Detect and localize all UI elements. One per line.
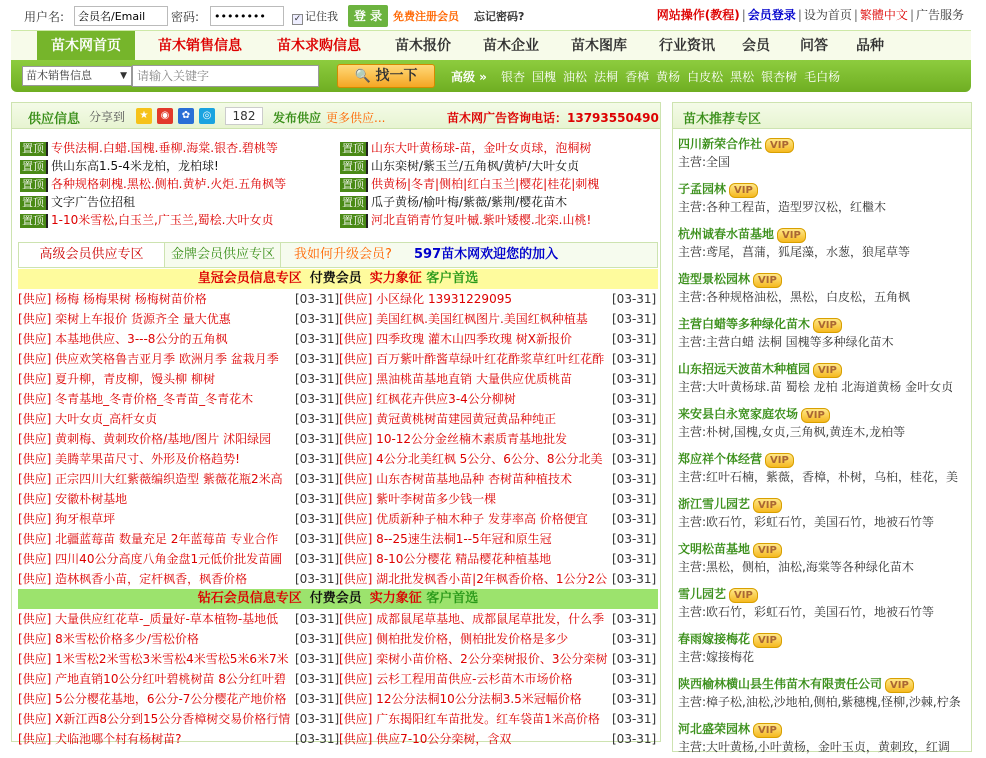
supply-link[interactable]: [供应] 栾树小苗价格、2公分栾树报价、3公分栾树 [339,652,608,666]
nav-purchase-info[interactable]: 苗木求购信息 [277,38,361,54]
supply-date: [03-31] [612,452,656,466]
member-login-link[interactable]: 会员登录 [747,8,796,22]
recommend-main-business: 主营:主营白蜡 法桐 国槐等多种绿化苗木 [678,335,894,349]
supply-date: [03-31] [612,472,656,486]
recommend-item [678,450,968,486]
top-tag: 置顶 [340,160,368,174]
more-supply-link[interactable]: 更多供应... [326,111,386,125]
table-row [18,429,658,449]
vip-badge: VIP [753,543,782,558]
supply-date: [03-31] [295,652,339,666]
top-listing-text: 各种规格刺槐.黑松.侧柏.黄栌.火炬.五角枫等 [51,177,287,191]
recommend-item [678,585,968,621]
category-select-value: 苗木销售信息 [26,69,92,82]
supply-date: [03-31] [612,432,656,446]
supply-link[interactable]: [供应] 狗牙根草坪 [18,512,116,526]
login-button[interactable]: 登 录 [348,5,388,27]
table-row [18,729,658,749]
hot-keyword[interactable]: 香樟 [625,70,650,84]
recommend-name-row [678,135,968,153]
nav-news[interactable]: 行业资讯 [659,38,715,54]
vip-badge: VIP [813,318,842,333]
top-tag: 置顶 [20,142,48,156]
supply-link[interactable]: [供应] 造林枫香小苗，定杆枫香，枫香价格 [18,572,248,586]
ad-service-link[interactable]: 广告服务 [915,8,964,22]
supply-date: [03-31] [295,512,339,526]
top-links: 网站操作(教程) | 会员登录 | 设为首页 | 繁體中文 | 广告服务 [656,8,964,22]
vip-badge: VIP [753,723,782,738]
recommend-company-link[interactable]: 浙江雪儿园艺 [678,497,751,511]
recommend-name-row [678,540,968,558]
recommend-main-business: 主营:嫁接梅花 [678,650,755,664]
supply-link[interactable]: [供应] 杨梅 杨梅果树 杨梅树苗价格 [18,292,207,306]
search-icon: 🔍 [354,69,371,84]
share-count: 182 [225,107,263,125]
table-row [18,389,658,409]
nav-gallery[interactable]: 苗木图库 [571,38,627,54]
recommend-item [678,225,968,261]
supply-date: [03-31] [612,652,656,666]
top-listing[interactable] [20,175,335,193]
supply-link[interactable]: [供应] 供应7-10公分栾树，含双 [339,732,512,746]
recommend-name-row [678,495,968,513]
supply-date: [03-31] [612,612,656,626]
supply-link[interactable]: [供应] 黑油桃苗基地直销 大量供应优质桃苗 [339,372,572,386]
remember-label: 记住我 [305,10,338,23]
top-tag: 置顶 [340,196,368,210]
supply-date: [03-31] [612,512,656,526]
recommend-item [678,180,968,216]
recommend-company-link[interactable]: 河北盛荣园林 [678,722,751,736]
table-row [18,629,658,649]
supply-link[interactable]: [供应] 8-10公分樱花 精品樱花种植基地 [339,552,552,566]
recommend-company-link[interactable]: 造型景松园林 [678,272,751,286]
top-listing[interactable] [340,193,655,211]
recommend-main-business: 主营:鸢尾，菖蒲，狐尾藻，水葱，狼尾草等 [678,245,911,259]
diamond-first: 客户首选 [426,591,479,606]
recommend-main-business: 主营:黑松，侧柏，油松,海棠等各种绿化苗木 [678,560,914,574]
recommend-name-row [678,360,968,378]
supply-date: [03-31] [295,552,339,566]
supply-date: [03-31] [612,712,656,726]
top-tag: 置顶 [20,178,48,192]
tab-gold-member[interactable]: 金牌会员供应专区 [166,243,281,267]
supply-date: [03-31] [295,572,339,586]
top-listing-text: 供山东高1.5-4米龙柏，龙柏球! [51,159,219,173]
recommend-main-business: 主营:各种规格油松，黑松，白皮松，五角枫 [678,290,911,304]
supply-link[interactable]: [供应] 紫叶李树苗多少钱一棵 [339,492,497,506]
tab-senior-member[interactable]: 高级会员供应专区 [19,243,165,267]
qq-icon[interactable]: ◎ [199,108,215,124]
supply-date: [03-31] [295,472,339,486]
supply-link[interactable]: [供应] 成都鼠尾草基地、成都鼠尾草批发，什么季 [339,612,605,626]
top-listing-text: 山东大叶黄杨球-苗，金叶女贞球，泡桐树 [371,141,592,155]
top-bar [0,0,986,30]
vip-badge: VIP [777,228,806,243]
supply-link[interactable]: [供应] 栾树上车报价 货源齐全 量大优惠 [18,312,231,326]
supply-date: [03-31] [295,492,339,506]
weibo-icon[interactable]: ◉ [157,108,173,124]
hot-keyword[interactable]: 黄杨 [656,70,681,84]
supply-title: 供应信息 [28,112,81,127]
supply-date: [03-31] [295,412,339,426]
recommend-name-row [678,450,968,468]
top-listing-text: 1-10米雪松,白玉兰,广玉兰,蜀桧.大叶女贞 [51,213,274,227]
supply-link[interactable]: [供应] 8--25速生法桐1--5年冠和原生冠 [339,532,552,546]
recommend-name-row [678,630,968,648]
recommend-main-business: 主营:樟子松,油松,沙地柏,侧柏,紫穗槐,怪柳,沙棘,柠条 [678,695,961,709]
top-listing[interactable] [340,139,655,157]
recommend-name-row [678,720,968,738]
recommend-item [678,630,968,666]
nav-variety[interactable]: 品种 [856,38,884,54]
free-register-link[interactable]: 免费注册会员 [393,10,459,23]
recommend-name-row [678,405,968,423]
recommend-item [678,360,968,396]
table-row [18,409,658,429]
recommend-name-row [678,225,968,243]
vip-badge: VIP [801,408,830,423]
supply-date: [03-31] [295,632,339,646]
crown-title: 皇冠会员信息专区 [197,271,302,286]
recommend-company-link[interactable]: 主营白蜡等多种绿化苗木 [678,317,811,331]
top-listing[interactable] [20,139,335,157]
recommend-item [678,270,968,306]
supply-link[interactable]: [供应] 红枫花卉供应3-4公分柳树 [339,392,516,406]
recommend-company-link[interactable]: 四川新荣合作社 [678,137,763,151]
supply-link[interactable]: [供应] 广东揭阳红车苗批发。红车袋苗1米高价格 [339,712,600,726]
supply-date: [03-31] [612,692,656,706]
table-row [18,289,658,309]
username-label: 用户名: [24,10,65,24]
vip-badge: VIP [765,453,794,468]
table-row [18,489,658,509]
supply-link[interactable]: [供应] 犬临池哪个村有杨树苗? [18,732,182,746]
hot-keyword[interactable]: 银杏树 [761,70,798,84]
supply-date: [03-31] [295,612,339,626]
password-input[interactable] [210,6,284,26]
share-label: 分享到 [89,110,126,124]
recommend-item [678,135,968,171]
hot-keyword[interactable]: 油松 [563,70,588,84]
supply-header [12,103,660,129]
supply-date: [03-31] [612,332,656,346]
supply-date: [03-31] [295,352,339,366]
top-listing[interactable] [20,157,335,175]
vip-badge: VIP [765,138,794,153]
baidu-icon[interactable]: ✿ [178,108,194,124]
table-row [18,689,658,709]
upgrade-link[interactable]: 我如何升级会员? [294,247,392,262]
vip-badge: VIP [729,183,758,198]
top-tag: 置顶 [340,178,368,192]
nav-home[interactable]: 苗木网首页 [37,31,135,61]
supply-link[interactable]: [供应] 8米雪松价格多少/雪松价格 [18,632,199,646]
table-row [18,329,658,349]
supply-date: [03-31] [295,332,339,346]
recommend-company-link[interactable]: 杭州诚春水苗基地 [678,227,775,241]
diamond-banner [18,589,658,609]
remember-checkbox[interactable] [292,8,338,25]
main-nav [11,30,971,60]
ad-phone: 苗木网广告咨询电话：13793550490 [447,111,659,125]
table-row [18,649,658,669]
diamond-paid: 付费会员 [309,591,362,606]
supply-link[interactable]: [供应] 正宗四川大红紫薇编织造型 紫薇花瓶2米高 [18,472,283,486]
recommend-main-business: 主营:红叶石楠，紫薇，香樟，朴树，乌桕，桂花，美 [678,470,959,484]
forgot-password-link[interactable]: 忘记密码? [474,10,525,23]
supply-link[interactable]: [供应] 大量供应红花草-_质量好-草本植物-基地低 [18,612,279,626]
table-row [18,529,658,549]
nav-member[interactable]: 会员 [742,38,770,54]
recommend-company-link[interactable]: 春雨嫁接梅花 [678,632,751,646]
recommend-company-link[interactable]: 郑应祥个体经营 [678,452,763,466]
chevron-down-icon: ▼ [120,71,127,81]
supply-link[interactable]: [供应] 5公分樱花基地，6公分-7公分樱花产地价格 [18,692,287,706]
supply-link[interactable]: [供应] 湖北批发枫香小苗|2年枫香价格、1公分2公 [339,572,608,586]
hot-keyword[interactable]: 银杏 [501,70,526,84]
publish-supply-link[interactable]: 发布供应 [273,111,322,125]
supply-link[interactable]: [供应] 黄刺梅、黄刺玫价格/基地/图片 沭阳绿园 [18,432,272,446]
vip-badge: VIP [753,633,782,648]
supply-date: [03-31] [612,392,656,406]
recommend-main-business: 主营:朴树,国槐,女贞,三角枫,黄连木,龙柏等 [678,425,906,439]
recommend-item [678,540,968,576]
top-tag: 置顶 [340,214,368,228]
supply-link[interactable]: [供应] 四季玫瑰 灌木山四季玫瑰 树X新报价 [339,332,573,346]
supply-link[interactable]: [供应] 四川40公分高度八角金盘1元低价批发苗圃 [18,552,283,566]
recommend-company-link[interactable]: 陕西榆林横山县生伟苗木有限责任公司 [678,677,883,691]
table-row [18,469,658,489]
hot-keyword[interactable]: 国槐 [532,70,557,84]
password-label: 密码: [171,10,200,24]
table-row [18,509,658,529]
supply-date: [03-31] [295,692,339,706]
top-listing-text: 专供法桐.白蜡.国槐.垂柳.海棠.银杏.碧桃等 [51,141,278,155]
table-row [18,609,658,629]
supply-date: [03-31] [612,632,656,646]
supply-date: [03-31] [612,672,656,686]
recommend-main-business: 主营:欧石竹，彩虹石竹，美国石竹，地被石竹等 [678,515,935,529]
supply-link[interactable]: [供应] 10-12公分金丝楠木素质青基地批发 [339,432,568,446]
username-input[interactable] [74,6,168,26]
supply-date: [03-31] [612,312,656,326]
table-row [18,349,658,369]
recommend-item [678,405,968,441]
supply-date: [03-31] [612,412,656,426]
hot-keywords [501,68,847,85]
supply-link[interactable]: [供应] X新江西8公分到15公分香樟树交易价格行情 [18,712,291,726]
supply-link[interactable]: [供应] 供应欢笑格鲁吉亚月季 欧洲月季 盆栽月季 [18,352,279,366]
top-listing[interactable] [340,157,655,175]
recommend-name-row [678,315,968,333]
table-row [18,309,658,329]
recommend-main-business: 主营:各种工程苗，造型罗汉松，红檵木 [678,200,887,214]
supply-link[interactable]: [供应] 冬青基地_冬青价格_冬青苗_冬青花木 [18,392,254,406]
set-homepage-link[interactable]: 设为首页 [803,8,852,22]
nav-qa[interactable]: 问答 [800,38,828,54]
recommend-main-business: 主营:大叶黄杨球.苗 蜀桧 龙柏 北海道黄杨 金叶女贞 [678,380,954,394]
search-button-label: 找一下 [375,68,418,84]
supply-date: [03-31] [295,672,339,686]
supply-link[interactable]: [供应] 小区绿化 13931229095 [339,292,512,306]
diamond-cert: 实力象征 [369,591,422,606]
supply-date: [03-31] [295,392,339,406]
supply-date: [03-31] [612,492,656,506]
recommend-item [678,720,968,756]
supply-date: [03-31] [295,452,339,466]
recommend-item [678,495,968,531]
recommend-main-business: 主营:全国 [678,155,731,169]
supply-link[interactable]: [供应] 美腾苹果苗尺寸、外形及价格趋势! [18,452,240,466]
supply-link[interactable]: [供应] 侧柏批发价格，侧柏批发价格是多少 [339,632,569,646]
supply-link[interactable]: [供应] 本基地供应、3---8公分的五角枫 [18,332,228,346]
top-listing[interactable] [340,211,655,229]
hot-keyword[interactable]: 白皮松 [687,70,724,84]
advanced-search-link[interactable]: 高级 » [451,70,487,84]
supply-date: [03-31] [295,732,339,746]
vip-badge: VIP [729,588,758,603]
recommend-title: 苗木推荐专区 [683,112,762,127]
recommend-item [678,315,968,351]
top-listing-text: 供黄杨|冬青|侧柏|红白玉兰|樱花|桂花|刺槐 [371,177,600,191]
nav-enterprise[interactable]: 苗木企业 [483,38,539,54]
recommend-company-link[interactable]: 子孟园林 [678,182,727,196]
supply-date: [03-31] [612,372,656,386]
welcome-text: 597苗木网欢迎您的加入 [414,247,559,262]
hot-keyword[interactable]: 黑松 [730,70,755,84]
recommend-name-row [678,180,968,198]
supply-date: [03-31] [612,292,656,306]
recommend-company-link[interactable]: 文明松苗基地 [678,542,751,556]
supply-link[interactable]: [供应] 山东杏树苗基地品种 杏树苗种植技术 [339,472,572,486]
vip-badge: VIP [885,678,914,693]
table-row [18,549,658,569]
nav-quote[interactable]: 苗木报价 [395,38,451,54]
recommend-name-row [678,585,968,603]
vip-badge: VIP [753,498,782,513]
supply-date: [03-31] [295,372,339,386]
supply-link[interactable]: [供应] 产地直销10公分红叶碧桃树苗 8公分红叶碧 [18,672,286,686]
recommend-main-business: 主营:欧石竹，彩虹石竹，美国石竹，地被石竹等 [678,605,935,619]
recommend-name-row [678,270,968,288]
top-listing[interactable] [20,211,335,229]
supply-date: [03-31] [295,532,339,546]
hot-keyword[interactable]: 毛白杨 [804,70,841,84]
top-listing-text: 文字广告位招租 [51,195,136,209]
top-listing[interactable] [20,193,335,211]
diamond-title: 钻石会员信息专区 [197,591,302,606]
tutorial-link[interactable]: 网站操作(教程) [656,8,740,22]
supply-link[interactable]: [供应] 安徽朴树基地 [18,492,128,506]
supply-date: [03-31] [612,572,656,586]
supply-link[interactable]: [供应] 夏升柳，青皮柳，馒头柳 柳树 [18,372,215,386]
supply-date: [03-31] [612,352,656,366]
recommend-header [673,103,971,129]
supply-link[interactable]: [供应] 优质新种子柚木种子 发芽率高 价格便宜 [339,512,588,526]
supply-date: [03-31] [295,432,339,446]
checkbox-icon: ✓ [293,14,302,24]
supply-link[interactable]: [供应] 1米雪松2米雪松3米雪松4米雪松5米6米7米 [18,652,289,666]
top-tag: 置顶 [20,196,48,210]
supply-link[interactable]: [供应] 黄冠黄桃树苗建园黄冠黄品种纯正 [339,412,557,426]
nav-sale-info[interactable]: 苗木销售信息 [158,38,242,54]
crown-first: 客户首选 [426,271,479,286]
table-row [18,449,658,469]
recommend-main-business: 主营:大叶黄杨,小叶黄杨，金叶玉贞，黄刺玫，红调 [678,740,950,754]
category-select[interactable] [22,66,132,86]
recommend-company-link[interactable]: 来安县白永宽家庭农场 [678,407,799,421]
table-row [18,369,658,389]
top-tag: 置顶 [340,142,368,156]
crown-paid: 付费会员 [309,271,362,286]
vip-badge: VIP [813,363,842,378]
supply-date: [03-31] [295,292,339,306]
supply-date: [03-31] [612,732,656,746]
search-input[interactable]: 请输入关键字 [132,65,319,87]
member-tabs [18,242,658,268]
table-row [18,709,658,729]
search-bar [11,60,971,92]
top-listing-text: 河北直销青竹复叶槭.紫叶矮樱.北栾.山桃! [371,213,592,227]
supply-link[interactable]: [供应] 大叶女贞_高杆女贞 [18,412,158,426]
qzone-icon[interactable]: ★ [136,108,152,124]
top-listing[interactable] [340,175,655,193]
recommend-company-link[interactable]: 雪儿园艺 [678,587,727,601]
vip-badge: VIP [753,273,782,288]
table-row [18,669,658,689]
traditional-chinese-link[interactable]: 繁體中文 [859,8,908,22]
supply-link[interactable]: [供应] 4公分北美红枫 5公分、6公分、8公分北美 [339,452,603,466]
supply-date: [03-31] [612,532,656,546]
supply-link[interactable]: [供应] 云杉工程用苗供应-云杉苗木市场价格 [339,672,573,686]
search-button[interactable] [337,64,435,88]
recommend-name-row [678,675,968,693]
top-listing-text: 瓜子黄杨/榆叶梅/紫薇/紫荆/樱花苗木 [371,195,568,209]
hot-keyword[interactable]: 法桐 [594,70,619,84]
supply-link[interactable]: [供应] 北疆蓝莓苗 数量充足 2年蓝莓苗 专业合作 [18,532,279,546]
supply-panel [11,102,661,746]
recommend-panel [672,102,972,752]
supply-date: [03-31] [612,552,656,566]
supply-link[interactable]: [供应] 12公分法桐10公分法桐3.5米冠幅价格 [339,692,582,706]
supply-date: [03-31] [295,312,339,326]
crown-cert: 实力象征 [369,271,422,286]
table-row [18,569,658,589]
recommend-item [678,675,968,711]
top-listing-text: 山东栾树/紫玉兰/五角枫/黄栌/大叶女贞 [371,159,580,173]
recommend-company-link[interactable]: 山东招远天波苗木种植园 [678,362,811,376]
supply-link[interactable]: [供应] 百万紫叶酢酱草绿叶红花酢浆草红叶红花酢 [339,352,605,366]
supply-date: [03-31] [295,712,339,726]
top-tag: 置顶 [20,160,48,174]
crown-banner [18,269,658,289]
supply-link[interactable]: [供应] 美国红枫.美国红枫图片.美国红枫种植基 [339,312,588,326]
top-tag: 置顶 [20,214,48,228]
